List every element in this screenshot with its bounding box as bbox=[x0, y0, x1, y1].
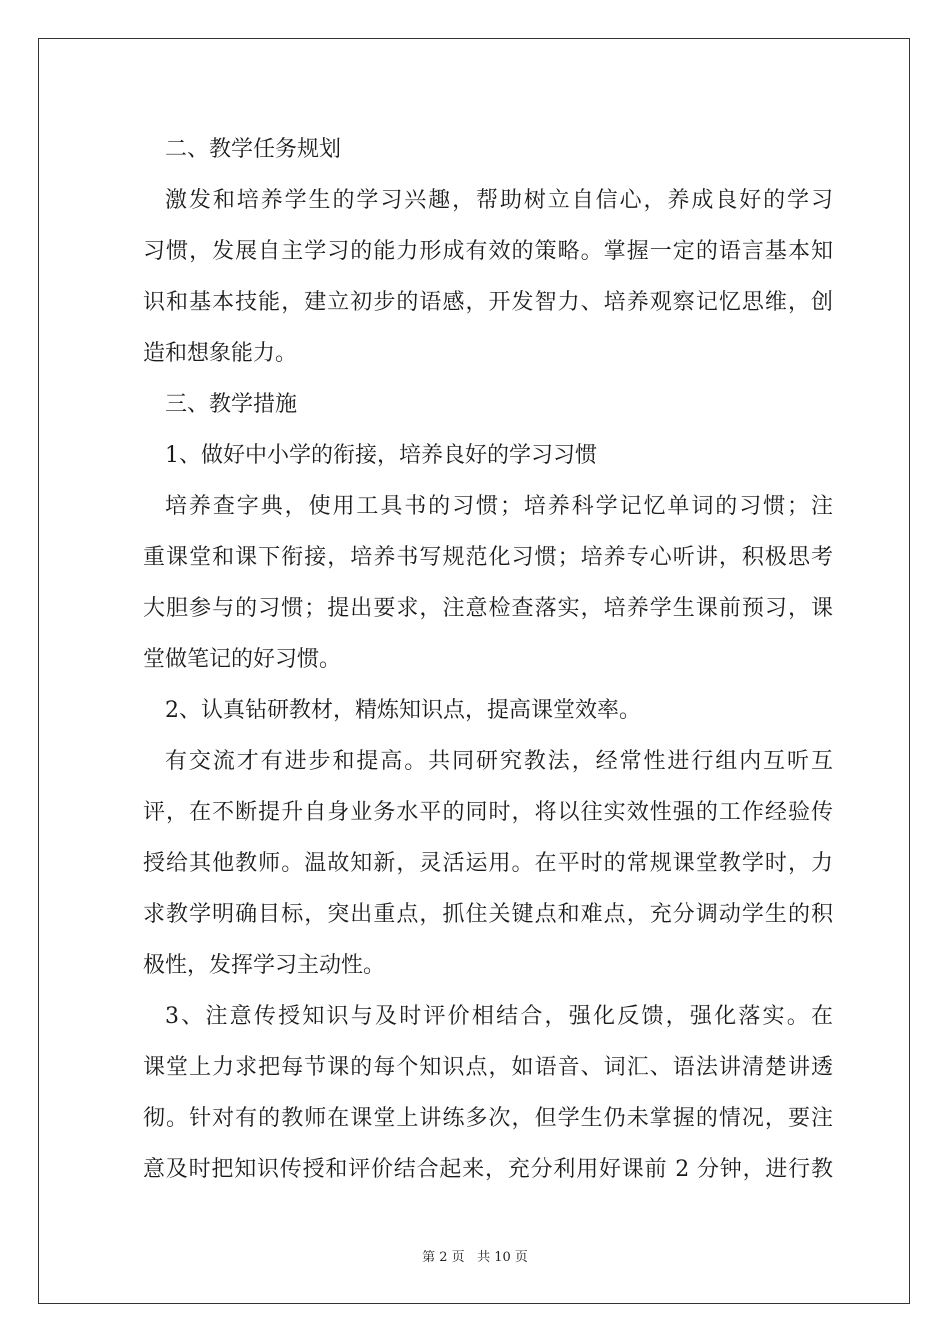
text-line: 有交流才有进步和提高。共同研究教法，经常性进行组内互听互 bbox=[165, 749, 833, 774]
text-line: 评，在不断提升自身业务水平的同时，将以往实效性强的工作经验传 bbox=[143, 800, 833, 825]
text-line: 二、教学任务规划 bbox=[165, 137, 342, 162]
page-total: 共 10 页 bbox=[477, 1250, 528, 1265]
text-line: 大胆参与的习惯；提出要求，注意检查落实，培养学生课前预习，课 bbox=[143, 596, 833, 621]
text-line: 意及时把知识传授和评价结合起来，充分利用好课前 2 分钟，进行教 bbox=[143, 1157, 833, 1182]
text-line: 重课堂和课下衔接，培养书写规范化习惯；培养专心听讲，积极思考 bbox=[143, 545, 833, 570]
text-line: 堂做笔记的好习惯。 bbox=[143, 647, 342, 672]
text-line: 识和基本技能，建立初步的语感，开发智力、培养观察记忆思维，创 bbox=[143, 290, 833, 315]
document-body bbox=[143, 124, 833, 1195]
text-line: 课堂上力求把每节课的每个知识点，如语音、词汇、语法讲清楚讲透 bbox=[143, 1055, 833, 1080]
text-line: 造和想象能力。 bbox=[143, 341, 298, 366]
text-line: 习惯，发展自主学习的能力形成有效的策略。掌握一定的语言基本知 bbox=[143, 239, 833, 264]
text-line: 激发和培养学生的学习兴趣，帮助树立自信心，养成良好的学习 bbox=[165, 188, 833, 213]
text-line: 培养查字典，使用工具书的习惯；培养科学记忆单词的习惯；注 bbox=[165, 494, 833, 519]
text-line: 授给其他教师。温故知新，灵活运用。在平时的常规课堂教学时，力 bbox=[143, 851, 833, 876]
page-number: 第 2 页 bbox=[422, 1250, 465, 1265]
page-footer bbox=[0, 1246, 950, 1265]
text-line: 三、教学措施 bbox=[165, 392, 298, 417]
text-line: 3、注意传授知识与及时评价相结合，强化反馈，强化落实。在 bbox=[165, 1004, 833, 1029]
text-line: 1、做好中小学的衔接，培养良好的学习习惯 bbox=[165, 443, 597, 468]
text-line: 极性，发挥学习主动性。 bbox=[143, 953, 386, 978]
text-line: 彻。针对有的教师在课堂上讲练多次，但学生仍未掌握的情况，要注 bbox=[143, 1106, 833, 1131]
text-line: 求教学明确目标，突出重点，抓住关键点和难点，充分调动学生的积 bbox=[143, 902, 833, 927]
text-line: 2、认真钻研教材，精炼知识点，提高课堂效率。 bbox=[165, 698, 641, 723]
